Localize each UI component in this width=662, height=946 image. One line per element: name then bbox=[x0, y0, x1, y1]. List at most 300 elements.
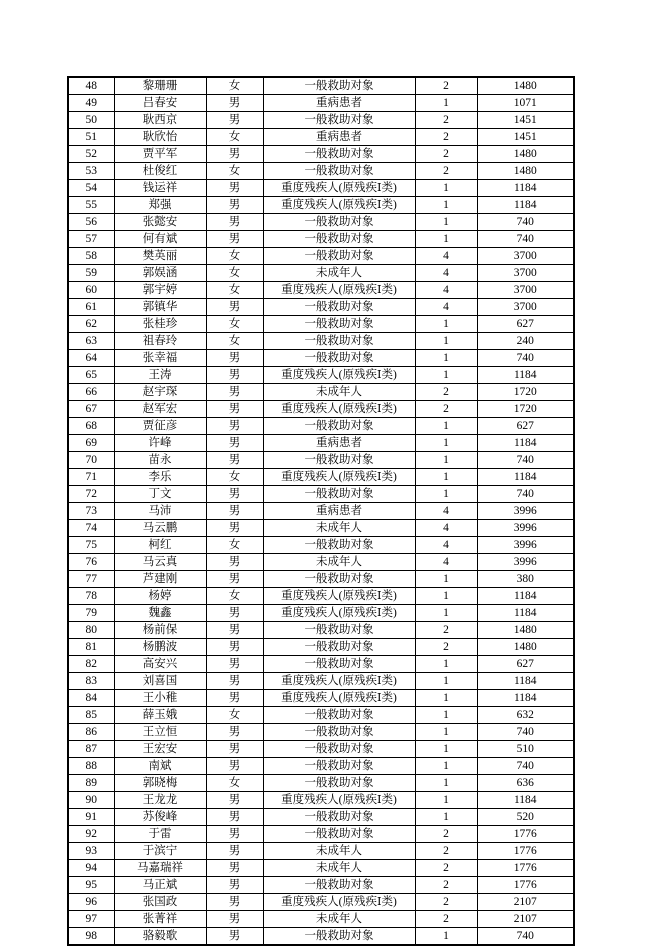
cell-gender: 男 bbox=[206, 112, 263, 129]
cell-person-name: 马云真 bbox=[114, 554, 206, 571]
cell-people-count: 1 bbox=[415, 95, 477, 112]
cell-serial-number: 90 bbox=[68, 792, 114, 809]
cell-people-count: 2 bbox=[415, 146, 477, 163]
table-row bbox=[68, 826, 574, 843]
cell-serial-number: 54 bbox=[68, 180, 114, 197]
cell-gender: 女 bbox=[206, 163, 263, 180]
table-row bbox=[68, 537, 574, 554]
cell-serial-number: 53 bbox=[68, 163, 114, 180]
cell-person-name: 郭镇华 bbox=[114, 299, 206, 316]
cell-people-count: 2 bbox=[415, 860, 477, 877]
cell-amount: 2107 bbox=[477, 911, 574, 928]
cell-gender: 女 bbox=[206, 333, 263, 350]
cell-amount: 1184 bbox=[477, 435, 574, 452]
cell-serial-number: 82 bbox=[68, 656, 114, 673]
cell-assistance-category: 一般救助对象 bbox=[263, 724, 415, 741]
cell-people-count: 1 bbox=[415, 758, 477, 775]
cell-person-name: 何有斌 bbox=[114, 231, 206, 248]
cell-amount: 1451 bbox=[477, 112, 574, 129]
cell-amount: 1184 bbox=[477, 180, 574, 197]
table-row bbox=[68, 401, 574, 418]
table-row bbox=[68, 163, 574, 180]
table-row bbox=[68, 605, 574, 622]
cell-person-name: 杜俊红 bbox=[114, 163, 206, 180]
cell-gender: 男 bbox=[206, 792, 263, 809]
cell-people-count: 1 bbox=[415, 214, 477, 231]
cell-gender: 男 bbox=[206, 809, 263, 826]
cell-people-count: 1 bbox=[415, 333, 477, 350]
cell-gender: 女 bbox=[206, 77, 263, 95]
cell-person-name: 李乐 bbox=[114, 469, 206, 486]
cell-person-name: 芦建刚 bbox=[114, 571, 206, 588]
cell-people-count: 1 bbox=[415, 367, 477, 384]
cell-amount: 1776 bbox=[477, 860, 574, 877]
table-row bbox=[68, 911, 574, 928]
cell-person-name: 张幸福 bbox=[114, 350, 206, 367]
cell-gender: 男 bbox=[206, 299, 263, 316]
cell-serial-number: 76 bbox=[68, 554, 114, 571]
cell-serial-number: 72 bbox=[68, 486, 114, 503]
cell-serial-number: 75 bbox=[68, 537, 114, 554]
cell-assistance-category: 一般救助对象 bbox=[263, 707, 415, 724]
cell-assistance-category: 一般救助对象 bbox=[263, 333, 415, 350]
cell-amount: 1776 bbox=[477, 877, 574, 894]
cell-serial-number: 57 bbox=[68, 231, 114, 248]
cell-assistance-category: 重度残疾人(原残疾Ⅰ类) bbox=[263, 588, 415, 605]
cell-person-name: 南斌 bbox=[114, 758, 206, 775]
cell-person-name: 马沛 bbox=[114, 503, 206, 520]
cell-gender: 男 bbox=[206, 724, 263, 741]
cell-people-count: 2 bbox=[415, 639, 477, 656]
cell-person-name: 马云鹏 bbox=[114, 520, 206, 537]
cell-amount: 520 bbox=[477, 809, 574, 826]
table-row bbox=[68, 231, 574, 248]
cell-amount: 627 bbox=[477, 316, 574, 333]
cell-person-name: 薛玉娥 bbox=[114, 707, 206, 724]
cell-person-name: 郭娱涵 bbox=[114, 265, 206, 282]
cell-gender: 女 bbox=[206, 588, 263, 605]
cell-gender: 男 bbox=[206, 860, 263, 877]
cell-gender: 男 bbox=[206, 554, 263, 571]
cell-people-count: 2 bbox=[415, 843, 477, 860]
cell-person-name: 王涛 bbox=[114, 367, 206, 384]
cell-people-count: 1 bbox=[415, 435, 477, 452]
table-row bbox=[68, 248, 574, 265]
cell-people-count: 2 bbox=[415, 877, 477, 894]
cell-amount: 740 bbox=[477, 350, 574, 367]
cell-assistance-category: 一般救助对象 bbox=[263, 741, 415, 758]
cell-person-name: 吕春安 bbox=[114, 95, 206, 112]
cell-gender: 男 bbox=[206, 673, 263, 690]
cell-serial-number: 62 bbox=[68, 316, 114, 333]
cell-amount: 3700 bbox=[477, 265, 574, 282]
cell-amount: 1720 bbox=[477, 401, 574, 418]
cell-gender: 男 bbox=[206, 622, 263, 639]
cell-assistance-category: 重度残疾人(原残疾Ⅰ类) bbox=[263, 792, 415, 809]
cell-serial-number: 70 bbox=[68, 452, 114, 469]
cell-serial-number: 66 bbox=[68, 384, 114, 401]
cell-people-count: 4 bbox=[415, 520, 477, 537]
cell-serial-number: 92 bbox=[68, 826, 114, 843]
cell-people-count: 1 bbox=[415, 690, 477, 707]
cell-assistance-category: 一般救助对象 bbox=[263, 350, 415, 367]
cell-person-name: 王宏安 bbox=[114, 741, 206, 758]
table-row bbox=[68, 452, 574, 469]
cell-amount: 1480 bbox=[477, 639, 574, 656]
cell-people-count: 4 bbox=[415, 248, 477, 265]
table-row bbox=[68, 622, 574, 639]
cell-person-name: 张菁祥 bbox=[114, 911, 206, 928]
cell-gender: 女 bbox=[206, 248, 263, 265]
cell-amount: 740 bbox=[477, 724, 574, 741]
cell-serial-number: 73 bbox=[68, 503, 114, 520]
cell-gender: 男 bbox=[206, 894, 263, 911]
cell-amount: 1776 bbox=[477, 826, 574, 843]
cell-assistance-category: 一般救助对象 bbox=[263, 928, 415, 946]
table-row bbox=[68, 792, 574, 809]
cell-gender: 男 bbox=[206, 605, 263, 622]
cell-serial-number: 81 bbox=[68, 639, 114, 656]
cell-people-count: 4 bbox=[415, 265, 477, 282]
cell-amount: 1451 bbox=[477, 129, 574, 146]
cell-person-name: 张懿安 bbox=[114, 214, 206, 231]
table-row bbox=[68, 316, 574, 333]
cell-people-count: 1 bbox=[415, 418, 477, 435]
cell-person-name: 张国政 bbox=[114, 894, 206, 911]
cell-amount: 3700 bbox=[477, 248, 574, 265]
cell-gender: 男 bbox=[206, 741, 263, 758]
cell-assistance-category: 一般救助对象 bbox=[263, 775, 415, 792]
cell-serial-number: 63 bbox=[68, 333, 114, 350]
cell-serial-number: 74 bbox=[68, 520, 114, 537]
cell-amount: 2107 bbox=[477, 894, 574, 911]
cell-people-count: 1 bbox=[415, 741, 477, 758]
cell-amount: 3700 bbox=[477, 282, 574, 299]
cell-person-name: 骆毅歌 bbox=[114, 928, 206, 946]
cell-assistance-category: 重病患者 bbox=[263, 503, 415, 520]
cell-assistance-category: 未成年人 bbox=[263, 554, 415, 571]
cell-person-name: 祖春玲 bbox=[114, 333, 206, 350]
cell-people-count: 1 bbox=[415, 775, 477, 792]
cell-assistance-category: 一般救助对象 bbox=[263, 112, 415, 129]
cell-person-name: 苏俊峰 bbox=[114, 809, 206, 826]
cell-person-name: 贾平军 bbox=[114, 146, 206, 163]
table-row bbox=[68, 690, 574, 707]
cell-people-count: 1 bbox=[415, 197, 477, 214]
table-row bbox=[68, 129, 574, 146]
cell-assistance-category: 一般救助对象 bbox=[263, 146, 415, 163]
cell-serial-number: 49 bbox=[68, 95, 114, 112]
table-row bbox=[68, 486, 574, 503]
cell-person-name: 柯红 bbox=[114, 537, 206, 554]
cell-serial-number: 84 bbox=[68, 690, 114, 707]
cell-person-name: 赵军宏 bbox=[114, 401, 206, 418]
cell-amount: 740 bbox=[477, 758, 574, 775]
table-row bbox=[68, 860, 574, 877]
cell-person-name: 于雷 bbox=[114, 826, 206, 843]
cell-person-name: 郭宇婷 bbox=[114, 282, 206, 299]
cell-assistance-category: 重病患者 bbox=[263, 129, 415, 146]
cell-people-count: 1 bbox=[415, 469, 477, 486]
cell-assistance-category: 未成年人 bbox=[263, 843, 415, 860]
table-row bbox=[68, 112, 574, 129]
cell-gender: 男 bbox=[206, 180, 263, 197]
cell-person-name: 马嘉瑞祥 bbox=[114, 860, 206, 877]
cell-amount: 627 bbox=[477, 656, 574, 673]
cell-people-count: 1 bbox=[415, 571, 477, 588]
cell-gender: 女 bbox=[206, 282, 263, 299]
table-row bbox=[68, 928, 574, 946]
cell-people-count: 2 bbox=[415, 911, 477, 928]
cell-gender: 男 bbox=[206, 486, 263, 503]
table-row bbox=[68, 435, 574, 452]
cell-serial-number: 55 bbox=[68, 197, 114, 214]
assistance-recipients-table bbox=[67, 76, 575, 946]
table-row bbox=[68, 894, 574, 911]
cell-person-name: 钱运祥 bbox=[114, 180, 206, 197]
cell-assistance-category: 一般救助对象 bbox=[263, 486, 415, 503]
cell-serial-number: 68 bbox=[68, 418, 114, 435]
cell-assistance-category: 一般救助对象 bbox=[263, 571, 415, 588]
cell-gender: 男 bbox=[206, 384, 263, 401]
cell-assistance-category: 未成年人 bbox=[263, 911, 415, 928]
table-row bbox=[68, 503, 574, 520]
cell-people-count: 4 bbox=[415, 503, 477, 520]
cell-serial-number: 56 bbox=[68, 214, 114, 231]
cell-gender: 女 bbox=[206, 129, 263, 146]
cell-people-count: 1 bbox=[415, 673, 477, 690]
cell-assistance-category: 一般救助对象 bbox=[263, 299, 415, 316]
cell-serial-number: 87 bbox=[68, 741, 114, 758]
cell-amount: 1184 bbox=[477, 792, 574, 809]
cell-people-count: 2 bbox=[415, 894, 477, 911]
cell-people-count: 2 bbox=[415, 112, 477, 129]
cell-gender: 女 bbox=[206, 537, 263, 554]
cell-serial-number: 93 bbox=[68, 843, 114, 860]
cell-amount: 1480 bbox=[477, 163, 574, 180]
cell-serial-number: 95 bbox=[68, 877, 114, 894]
cell-assistance-category: 一般救助对象 bbox=[263, 163, 415, 180]
cell-amount: 3700 bbox=[477, 299, 574, 316]
cell-gender: 男 bbox=[206, 350, 263, 367]
cell-gender: 男 bbox=[206, 452, 263, 469]
cell-person-name: 耿西京 bbox=[114, 112, 206, 129]
cell-gender: 男 bbox=[206, 435, 263, 452]
cell-amount: 740 bbox=[477, 452, 574, 469]
cell-serial-number: 91 bbox=[68, 809, 114, 826]
cell-amount: 1184 bbox=[477, 588, 574, 605]
table-row bbox=[68, 877, 574, 894]
cell-assistance-category: 一般救助对象 bbox=[263, 639, 415, 656]
cell-gender: 男 bbox=[206, 367, 263, 384]
table-row bbox=[68, 367, 574, 384]
cell-assistance-category: 一般救助对象 bbox=[263, 826, 415, 843]
cell-assistance-category: 一般救助对象 bbox=[263, 758, 415, 775]
table-row bbox=[68, 724, 574, 741]
table-row bbox=[68, 520, 574, 537]
cell-gender: 女 bbox=[206, 775, 263, 792]
table-row bbox=[68, 299, 574, 316]
cell-gender: 女 bbox=[206, 469, 263, 486]
cell-assistance-category: 一般救助对象 bbox=[263, 418, 415, 435]
cell-people-count: 4 bbox=[415, 554, 477, 571]
cell-serial-number: 85 bbox=[68, 707, 114, 724]
cell-people-count: 2 bbox=[415, 826, 477, 843]
table-row bbox=[68, 180, 574, 197]
cell-amount: 1776 bbox=[477, 843, 574, 860]
cell-serial-number: 80 bbox=[68, 622, 114, 639]
cell-gender: 男 bbox=[206, 503, 263, 520]
cell-person-name: 杨前保 bbox=[114, 622, 206, 639]
cell-gender: 男 bbox=[206, 95, 263, 112]
table-row bbox=[68, 197, 574, 214]
table-row bbox=[68, 146, 574, 163]
cell-gender: 男 bbox=[206, 146, 263, 163]
table-row bbox=[68, 214, 574, 231]
cell-serial-number: 59 bbox=[68, 265, 114, 282]
cell-amount: 3996 bbox=[477, 503, 574, 520]
cell-assistance-category: 一般救助对象 bbox=[263, 877, 415, 894]
cell-serial-number: 58 bbox=[68, 248, 114, 265]
cell-gender: 男 bbox=[206, 571, 263, 588]
assistance-recipients-table-container bbox=[67, 76, 573, 946]
cell-people-count: 1 bbox=[415, 724, 477, 741]
cell-serial-number: 94 bbox=[68, 860, 114, 877]
cell-assistance-category: 一般救助对象 bbox=[263, 248, 415, 265]
table-row bbox=[68, 741, 574, 758]
cell-person-name: 樊英丽 bbox=[114, 248, 206, 265]
cell-assistance-category: 重度残疾人(原残疾Ⅰ类) bbox=[263, 401, 415, 418]
cell-gender: 男 bbox=[206, 401, 263, 418]
cell-people-count: 1 bbox=[415, 928, 477, 946]
cell-people-count: 1 bbox=[415, 486, 477, 503]
cell-amount: 1184 bbox=[477, 605, 574, 622]
cell-amount: 740 bbox=[477, 486, 574, 503]
table-row bbox=[68, 588, 574, 605]
cell-amount: 1184 bbox=[477, 367, 574, 384]
cell-people-count: 1 bbox=[415, 707, 477, 724]
cell-serial-number: 69 bbox=[68, 435, 114, 452]
cell-amount: 636 bbox=[477, 775, 574, 792]
cell-serial-number: 79 bbox=[68, 605, 114, 622]
cell-assistance-category: 重度残疾人(原残疾Ⅰ类) bbox=[263, 894, 415, 911]
cell-people-count: 1 bbox=[415, 452, 477, 469]
cell-serial-number: 88 bbox=[68, 758, 114, 775]
cell-serial-number: 97 bbox=[68, 911, 114, 928]
cell-serial-number: 71 bbox=[68, 469, 114, 486]
cell-assistance-category: 重病患者 bbox=[263, 95, 415, 112]
cell-serial-number: 48 bbox=[68, 77, 114, 95]
table-row bbox=[68, 265, 574, 282]
cell-gender: 男 bbox=[206, 843, 263, 860]
table-row bbox=[68, 571, 574, 588]
cell-assistance-category: 一般救助对象 bbox=[263, 316, 415, 333]
cell-assistance-category: 一般救助对象 bbox=[263, 77, 415, 95]
cell-serial-number: 51 bbox=[68, 129, 114, 146]
table-row bbox=[68, 809, 574, 826]
cell-person-name: 贾征彦 bbox=[114, 418, 206, 435]
cell-assistance-category: 重度残疾人(原残疾Ⅰ类) bbox=[263, 282, 415, 299]
cell-amount: 380 bbox=[477, 571, 574, 588]
table-row bbox=[68, 554, 574, 571]
cell-person-name: 王小稚 bbox=[114, 690, 206, 707]
cell-assistance-category: 重度残疾人(原残疾Ⅰ类) bbox=[263, 197, 415, 214]
cell-people-count: 2 bbox=[415, 77, 477, 95]
cell-assistance-category: 一般救助对象 bbox=[263, 537, 415, 554]
cell-assistance-category: 一般救助对象 bbox=[263, 656, 415, 673]
cell-person-name: 黎珊珊 bbox=[114, 77, 206, 95]
cell-serial-number: 64 bbox=[68, 350, 114, 367]
cell-person-name: 耿欣怡 bbox=[114, 129, 206, 146]
cell-amount: 3996 bbox=[477, 554, 574, 571]
cell-serial-number: 50 bbox=[68, 112, 114, 129]
cell-gender: 男 bbox=[206, 911, 263, 928]
cell-gender: 男 bbox=[206, 520, 263, 537]
cell-people-count: 2 bbox=[415, 163, 477, 180]
cell-serial-number: 60 bbox=[68, 282, 114, 299]
cell-person-name: 魏鑫 bbox=[114, 605, 206, 622]
cell-gender: 男 bbox=[206, 690, 263, 707]
cell-people-count: 1 bbox=[415, 231, 477, 248]
cell-gender: 女 bbox=[206, 265, 263, 282]
cell-person-name: 王龙龙 bbox=[114, 792, 206, 809]
cell-assistance-category: 未成年人 bbox=[263, 520, 415, 537]
cell-assistance-category: 未成年人 bbox=[263, 860, 415, 877]
cell-person-name: 王立恒 bbox=[114, 724, 206, 741]
cell-serial-number: 96 bbox=[68, 894, 114, 911]
cell-person-name: 马正斌 bbox=[114, 877, 206, 894]
table-row bbox=[68, 843, 574, 860]
cell-people-count: 4 bbox=[415, 299, 477, 316]
cell-amount: 1184 bbox=[477, 469, 574, 486]
cell-person-name: 高安兴 bbox=[114, 656, 206, 673]
cell-people-count: 1 bbox=[415, 605, 477, 622]
table-row bbox=[68, 77, 574, 95]
cell-people-count: 4 bbox=[415, 537, 477, 554]
cell-people-count: 4 bbox=[415, 282, 477, 299]
cell-person-name: 杨鹏波 bbox=[114, 639, 206, 656]
cell-amount: 632 bbox=[477, 707, 574, 724]
cell-gender: 男 bbox=[206, 826, 263, 843]
cell-serial-number: 78 bbox=[68, 588, 114, 605]
cell-amount: 740 bbox=[477, 214, 574, 231]
cell-assistance-category: 未成年人 bbox=[263, 265, 415, 282]
cell-serial-number: 89 bbox=[68, 775, 114, 792]
table-row bbox=[68, 775, 574, 792]
cell-assistance-category: 重度残疾人(原残疾Ⅰ类) bbox=[263, 673, 415, 690]
cell-people-count: 1 bbox=[415, 350, 477, 367]
cell-amount: 510 bbox=[477, 741, 574, 758]
table-row bbox=[68, 418, 574, 435]
cell-amount: 627 bbox=[477, 418, 574, 435]
cell-amount: 1071 bbox=[477, 95, 574, 112]
table-row bbox=[68, 656, 574, 673]
cell-gender: 男 bbox=[206, 214, 263, 231]
table-row bbox=[68, 469, 574, 486]
table-row bbox=[68, 707, 574, 724]
cell-gender: 男 bbox=[206, 758, 263, 775]
cell-people-count: 1 bbox=[415, 588, 477, 605]
cell-gender: 男 bbox=[206, 928, 263, 946]
cell-assistance-category: 重度残疾人(原残疾Ⅰ类) bbox=[263, 469, 415, 486]
cell-person-name: 杨婷 bbox=[114, 588, 206, 605]
cell-gender: 男 bbox=[206, 197, 263, 214]
cell-amount: 1184 bbox=[477, 197, 574, 214]
cell-person-name: 苗永 bbox=[114, 452, 206, 469]
cell-people-count: 2 bbox=[415, 129, 477, 146]
cell-serial-number: 52 bbox=[68, 146, 114, 163]
cell-assistance-category: 重度残疾人(原残疾Ⅰ类) bbox=[263, 367, 415, 384]
